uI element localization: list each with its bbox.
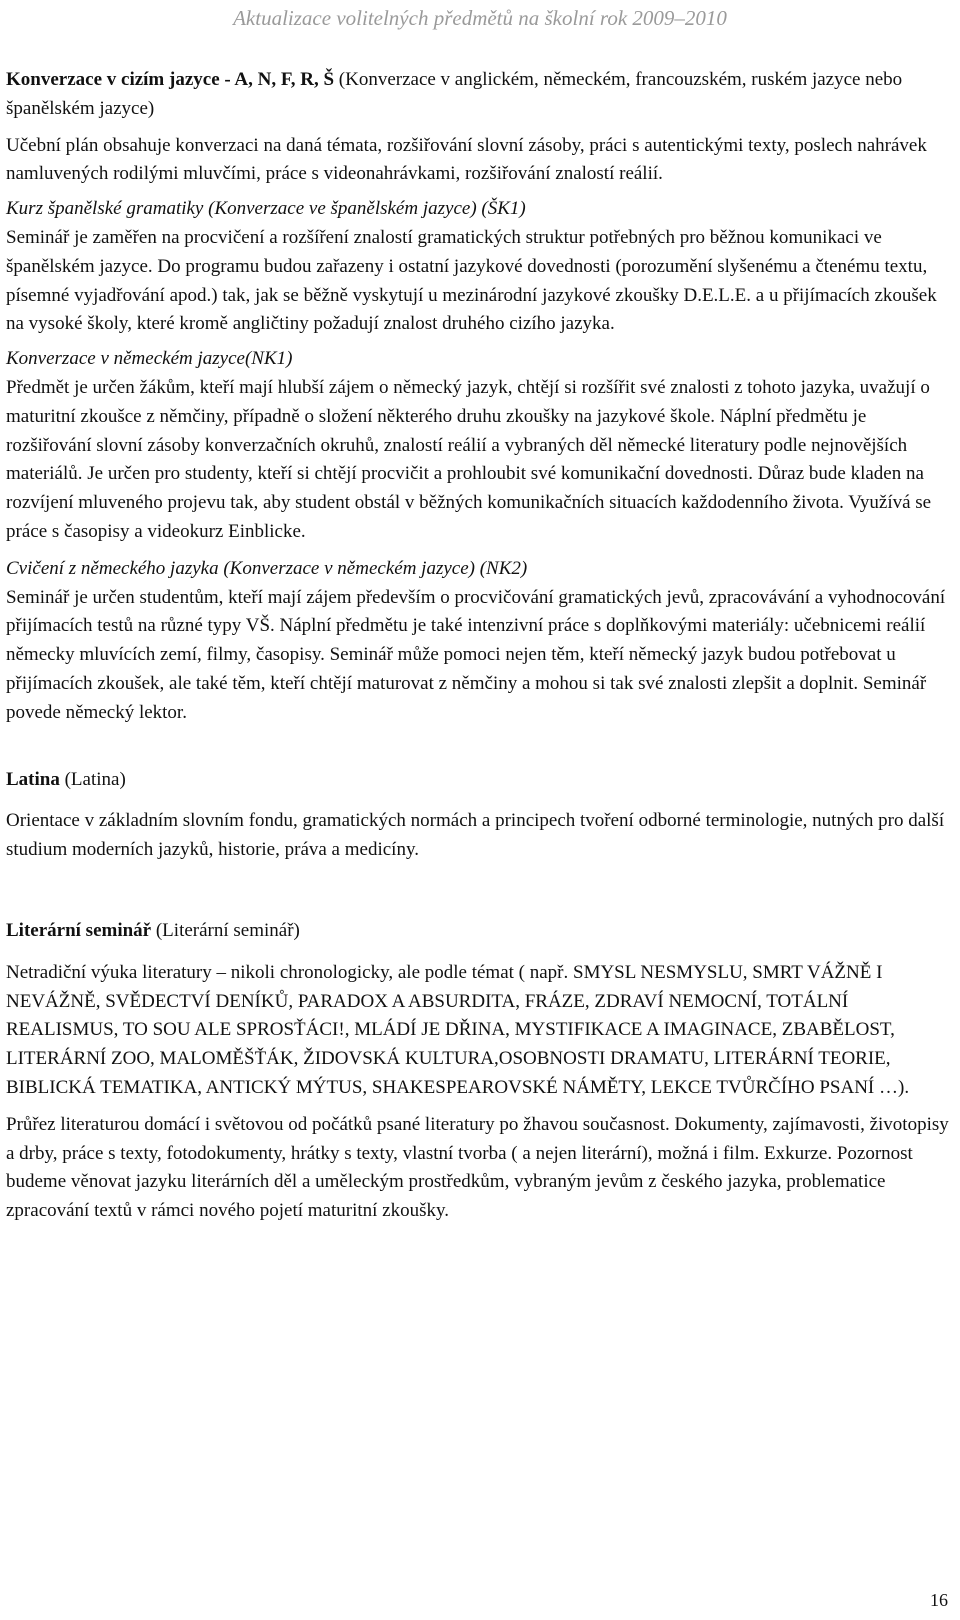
konverzace-heading-bold: Konverzace v cizím jazyce - A, N, F, R, Š [6, 69, 335, 90]
latina-heading-rest: (Latina) [59, 768, 126, 790]
page-number: 16 [930, 1590, 948, 1610]
literarni-heading-bold: Literární seminář [6, 919, 152, 941]
konverzace-heading [6, 66, 950, 124]
sk1-heading: Kurz španělské gramatiky (Konverzace ve španělském jazyce) (ŠK1) [6, 198, 526, 220]
literarni-body-1: Netradiční výuka literatury – nikoli chronologicky, ale podle témat ( např. SMYSL NESMYSLU, SMRT VÁŽNĚ I NEVÁŽNĚ, SVĚDECTVÍ DENÍKŮ, PARADOX A ABSURDITA, FRÁZE, ZDRAVÍ NEMOCNÍ, TOTÁLNÍ REALISMUS, TO SOU ALE SPROSŤÁCI!, MLÁDÍ JE DŘINA, MYSTIFIKACE A IMAGINACE, ZBABĚLOST, LITERÁRNÍ ZOO, MALOMĚŠŤÁK, ŽIDOVSKÁ KULTURA,OSOBNOSTI DRAMATU, LITERÁRNÍ TEORIE, BIBLICKÁ TEMATIKA, ANTICKÝ MÝTUS, SHAKESPEAROVSKÉ NÁMĚTY, LEKCE TVŮRČÍHO PSANÍ …). [6, 961, 910, 1098]
section-konverzace [6, 66, 950, 189]
section-nk1 [6, 345, 950, 547]
section-latina [6, 766, 950, 865]
nk1-body: Předmět je určen žákům, kteří mají hlubší zájem o německý jazyk, chtějí si rozšířit své znalosti z tohoto jazyka, uvažují o maturitní zkoušce z němčiny, případně o složení některého druhu zkoušky na jazykové škole. Náplní předmětu je rozšiřování slovní zásoby konverzačních okruhů, znalostí reálií a vybraných děl německé literatury podle nejnovějších materiálů. Je určen pro studenty, kteří si chtějí procvičit a prohloubit své komunikační dovednosti. Důraz bude kladen na rozvíjení mluveného projevu tak, aby student obstál v běžných komunikačních situacích každodenního života. Využívá se práce s časopisy a videokurz Einblicke. [6, 376, 932, 542]
document-body [6, 66, 950, 1226]
section-sk1 [6, 195, 950, 339]
konverzace-heading-rest: (Konverzace v anglickém, německém, francouzském, ruském jazyce nebo španělském jazyce) [6, 69, 903, 119]
konverzace-body: Učební plán obsahuje konverzaci na daná témata, rozšiřování slovní zásoby, práci s autentickými texty, poslech nahrávek namluvených rodilými mluvčími, práce s videonahrávkami, rozšiřování znalostí reálií. [6, 134, 927, 185]
sk1-body: Seminář je zaměřen na procvičení a rozšíření znalostí gramatických struktur potřebných pro běžnou komunikaci ve španělském jazyce. Do programu budou zařazeny i ostatní jazykové dovednosti (porozumění slyšenému a čtenému textu, písemné vyjadřování apod.) tak, jak se běžně vyskytují u mezinárodní jazykové zkoušky D.E.L.E. a u přijímacích zkoušek na vysoké školy, které kromě angličtiny požadují znalost druhého cizího jazyka. [6, 226, 937, 335]
latina-heading-bold: Latina [6, 768, 60, 790]
nk2-heading: Cvičení z německého jazyka (Konverzace v německém jazyce) (NK2) [6, 557, 528, 579]
literarni-body-2: Průřez literaturou domácí i světovou od počátků psané literatury po žhavou současnost. Dokumenty, zajímavosti, životopisy a drby, práce s texty, fotodokumenty, hrátky s texty, vlastní tvorba ( a nejen literární), možná i film. Exkurze. Pozornost budeme věnovat jazyku literárních děl a uměleckým prostředkům, vybraným jevům z českého jazyka, problematice zpracování textů v rámci nového pojetí maturitní zkoušky. [6, 1113, 949, 1222]
latina-heading [6, 766, 950, 795]
section-nk2 [6, 555, 950, 728]
section-literarni [6, 917, 950, 1226]
page-header: Aktualizace volitelných předmětů na školní rok 2009–2010 [233, 6, 727, 30]
nk2-body: Seminář je určen studentům, kteří mají zájem především o procvičování gramatických jevů, zpracovávání a vyhodnocování přijímacích testů na různé typy VŠ. Náplní předmětu je také intenzivní práce s doplňkovými materiály: učebnicemi reálií německy mluvících zemí, filmy, časopisy. Seminář může pomoci nejen těm, kteří německý jazyk budou potřebovat u přijímacích zkoušek, ale také těm, kteří chtějí maturovat z němčiny a mohou si tak své znalosti zlepšit a doplnit. Seminář povede německý lektor. [6, 586, 946, 723]
literarni-heading [6, 917, 950, 946]
latina-body: Orientace v základním slovním fondu, gramatických normách a principech tvoření odborné terminologie, nutných pro další studium moderních jazyků, historie, práva a medicíny. [6, 810, 945, 861]
nk1-heading: Konverzace v německém jazyce(NK1) [6, 348, 293, 370]
literarni-heading-rest: (Literární seminář) [151, 919, 300, 941]
